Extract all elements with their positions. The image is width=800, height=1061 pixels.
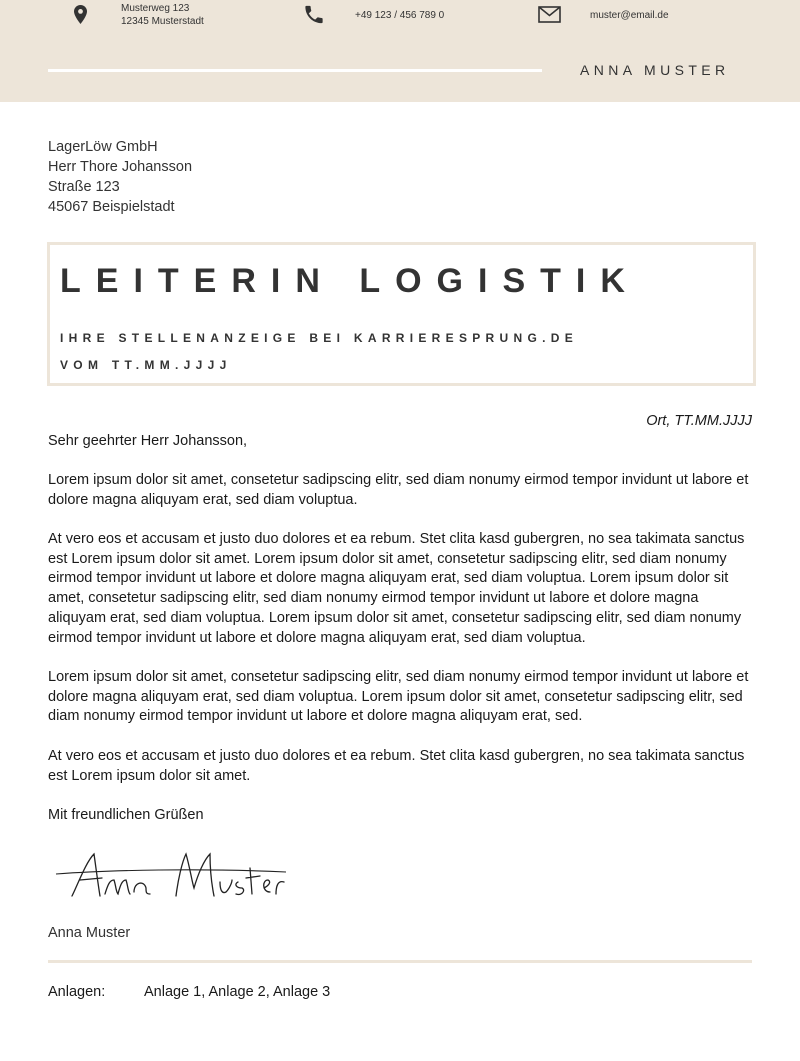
attachments-label: Anlagen:: [48, 984, 106, 1000]
signer-name: Anna Muster: [48, 925, 131, 941]
recipient-address: [48, 137, 192, 217]
footer-divider: [48, 960, 752, 963]
header-banner: [0, 0, 800, 102]
sender-address: [121, 2, 204, 28]
phone-icon: [302, 3, 326, 26]
signature-text: Anna Muster: [50, 846, 56, 847]
place-date: Ort, TT.MM.JJJJ: [646, 413, 752, 429]
paragraph-1: Lorem ipsum dolor sit amet, consetetur sadipscing elitr, sed diam nonumy eirmod tempor invidunt ut labore et dolore magna aliquyam erat, sed diam voluptua.: [48, 472, 749, 508]
address-line-1: Musterweg 123: [121, 3, 190, 14]
subject-line-2: VOM TT.MM.JJJJ: [60, 358, 232, 372]
signature: [50, 846, 300, 904]
job-title: LEITERIN LOGISTIK: [60, 262, 640, 300]
address-line-2: 12345 Musterstadt: [121, 16, 204, 27]
email-address: muster@email.de: [590, 10, 669, 21]
recipient-street: Straße 123: [48, 179, 120, 195]
salutation: Sehr geehrter Herr Johansson,: [48, 433, 248, 449]
closing: Mit freundlichen Grüßen: [48, 807, 204, 823]
attachments-list: Anlage 1, Anlage 2, Anlage 3: [144, 984, 331, 1000]
paragraph-3: Lorem ipsum dolor sit amet, consetetur sadipscing elitr, sed diam nonumy eirmod tempor invidunt ut labore et dolore magna aliquyam erat, sed diam voluptua. Lorem ipsum dolor sit amet, consetetur sadipscing elitr, sed diam nonumy eirmod tempor invidunt ut labore et dolore magna aliquyam erat, sed.: [48, 669, 749, 725]
paragraph-4: At vero eos et accusam et justo duo dolores et ea rebum. Stet clita kasd gubergren, no sea takimata sanctus est Lorem ipsum dolor sit amet.: [48, 748, 745, 784]
phone-number: +49 123 / 456 789 0: [355, 10, 445, 21]
recipient-company: LagerLöw GmbH: [48, 139, 158, 155]
subject-box: [47, 242, 756, 386]
sender-name: ANNA MUSTER: [580, 62, 730, 78]
location-pin-icon: [74, 5, 87, 24]
subject-line-1: IHRE STELLENANZEIGE BEI KARRIERESPRUNG.DE: [60, 331, 578, 345]
paragraph-2: At vero eos et accusam et justo duo dolores et ea rebum. Stet clita kasd gubergren, no sea takimata sanctus est Lorem ipsum dolor sit amet. Lorem ipsum dolor sit amet, consetetur sadipscing elitr, sed diam nonumy eirmod tempor invidunt ut labore et dolore magna aliquyam erat, sed diam voluptua. Lorem ipsum dolor sit amet, consetetur sadipscing elitr, sed diam nonumy eirmod tempor invidunt ut labore et dolore magna aliquyam erat, sed diam voluptua. Lorem ipsum dolor sit amet, consetetur sadipscing elitr, sed diam nonumy eirmod tempor invidunt ut labore et dolore magna aliquyam erat, sed diam voluptua.: [48, 531, 745, 646]
header-divider: [48, 69, 542, 72]
envelope-icon: [538, 6, 561, 23]
recipient-city: 45067 Beispielstadt: [48, 199, 175, 215]
recipient-person: Herr Thore Johansson: [48, 159, 193, 175]
